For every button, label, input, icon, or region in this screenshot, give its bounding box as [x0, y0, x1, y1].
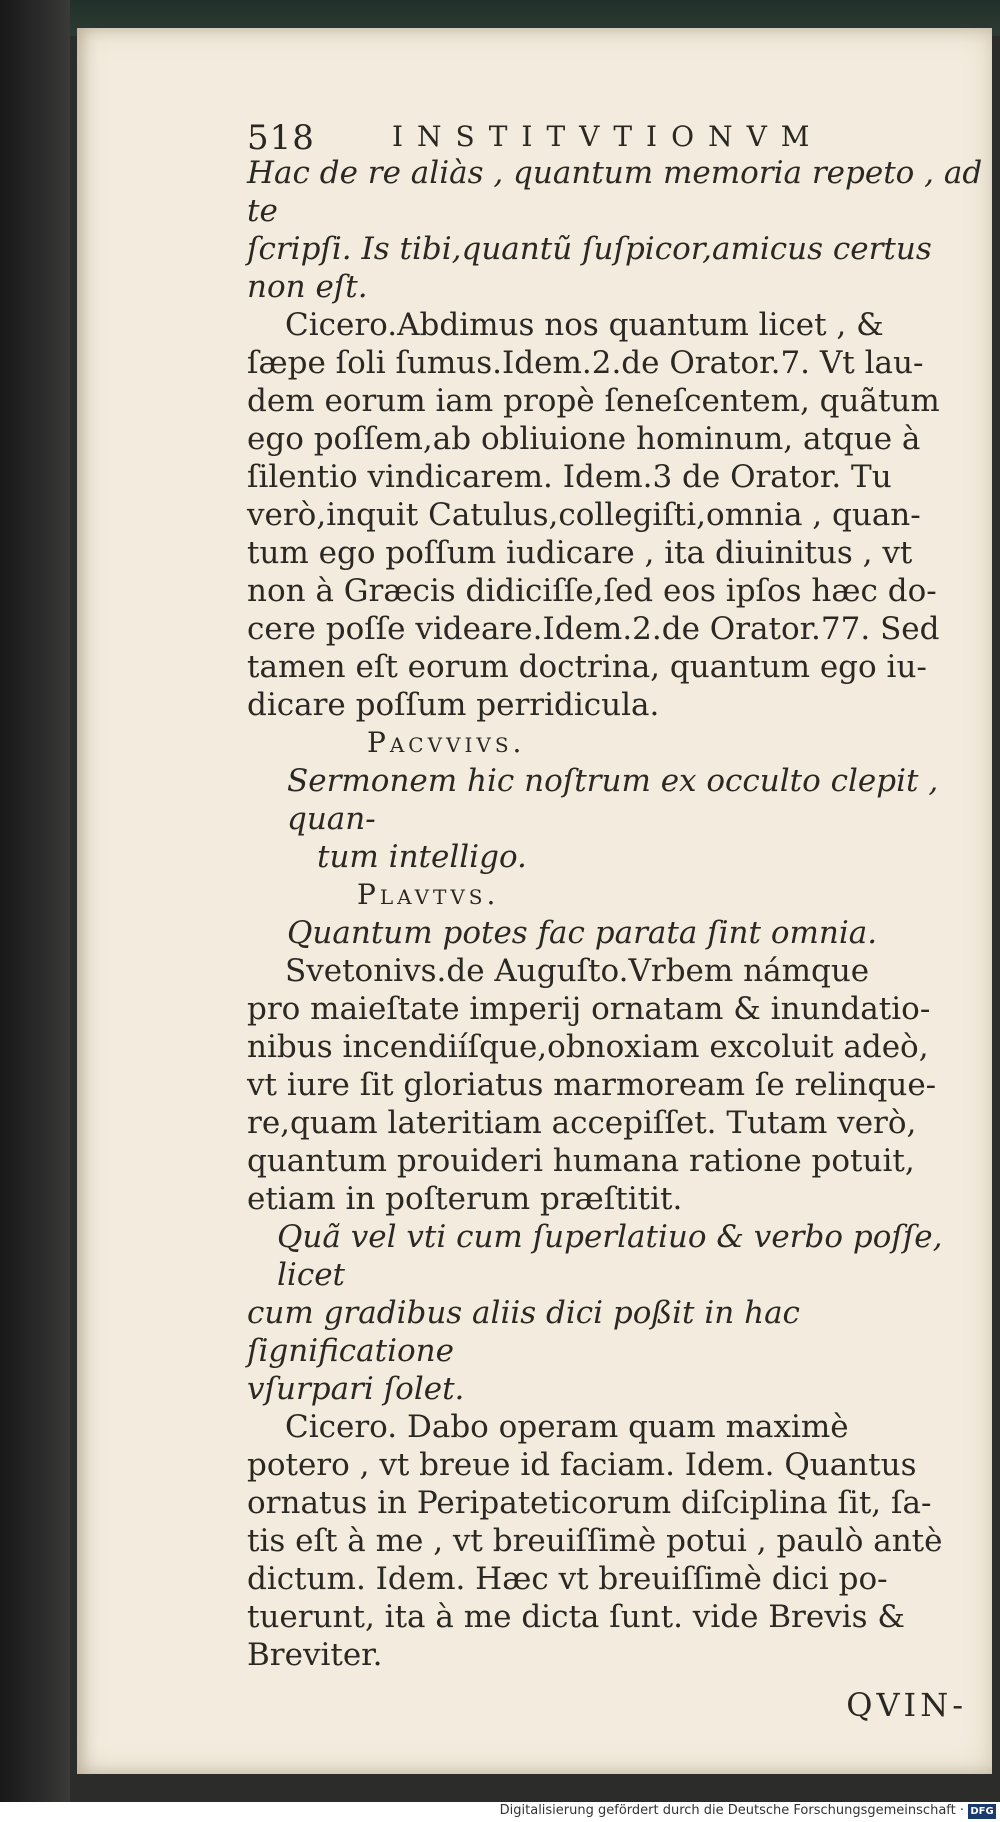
text-line: potero , vt breue id faciam. Idem. Quantus — [247, 1447, 917, 1483]
page-header — [247, 98, 997, 158]
text-line: tis eſt à me , vt breuiſſimè potui , paulò antè — [247, 1523, 943, 1559]
commentary-line: vſurpari ſolet. — [247, 1371, 465, 1407]
text-line: tum ego poſſum iudicare , ita diuinitus , vt — [247, 535, 913, 571]
book-page — [77, 28, 992, 1774]
text-line: Cicero.Abdimus nos quantum licet , & — [285, 307, 884, 343]
text-line: nibus incendiíſque,obnoxiam excoluit adeò, — [247, 1029, 929, 1065]
text-line: ſæpe ſoli ſumus.Idem.2.de Orator.7. Vt lau- — [247, 345, 924, 381]
text-line: dem eorum iam propè ſeneſcentem, quãtum — [247, 383, 940, 419]
quote-line: Quantum potes fac parata ſint omnia. — [287, 915, 878, 951]
text-line: non à Græcis didiciſſe,ſed eos ipſos hæc do- — [247, 573, 937, 609]
text-line: verò,inquit Catulus,collegiſti,omnia , quan- — [247, 497, 921, 533]
text-line: cere poſſe videare.Idem.2.de Orator.77. Sed — [247, 611, 940, 647]
text-line: dicare poſſum perridicula. — [247, 687, 660, 723]
text-line: re,quam lateritiam accepiſſet. Tutam verò, — [247, 1105, 917, 1141]
text-line: etiam in poſterum præſtitit. — [247, 1181, 683, 1217]
text-line: Hac de re aliàs , quantum memoria repeto , ad te — [247, 155, 993, 229]
text-line: tuerunt, ita à me dicta ſunt. vide Brevis & — [247, 1599, 906, 1635]
running-head: INSTITVTIONVM — [392, 120, 824, 153]
text-line: ſcripſi. Is tibi,quantũ ſuſpicor,amicus certus non eſt. — [247, 231, 942, 305]
text-line: ego poſſem,ab obliuione hominum, atque à — [247, 421, 921, 457]
text-line: Breviter. — [247, 1637, 383, 1673]
text-line: dictum. Idem. Hæc vt breuiſſimè dici po- — [247, 1561, 888, 1597]
commentary-line: Quã vel vti cum ſuperlatiuo & verbo poſſe, licet — [277, 1219, 953, 1293]
dfg-logo: DFG — [968, 1804, 996, 1819]
text-line: quantum prouideri humana ratione potuit, — [247, 1143, 915, 1179]
digitization-footer — [0, 1802, 1000, 1822]
text-line: Cicero. Dabo operam quam maximè — [285, 1409, 849, 1445]
text-line: ſilentio vindicarem. Idem.3 de Orator. Tu — [247, 459, 892, 495]
text-line: ornatus in Peripateticorum diſciplina ſit, ſa- — [247, 1485, 932, 1521]
text-line: Svetonivs.de Auguſto.Vrbem námque — [285, 953, 870, 989]
page-number: 518 — [247, 118, 315, 158]
catchword: QVIN- — [846, 1686, 967, 1724]
commentary-line: cum gradibus aliis dici poßit in hac ſignificatione — [247, 1295, 810, 1369]
book-binding — [0, 0, 70, 1802]
funding-credit: Digitalisierung gefördert durch die Deutsche Forschungsgemeinschaft · — [499, 1803, 964, 1818]
text-line: pro maieſtate imperij ornatam & inundatio- — [247, 991, 931, 1027]
page-text-block — [247, 98, 997, 1724]
speaker-heading: Pacvvivs. — [367, 726, 526, 759]
text-line: tamen eſt eorum doctrina, quantum ego iu- — [247, 649, 927, 685]
speaker-heading: Plavtvs. — [357, 878, 500, 911]
text-line: vt iure ſit gloriatus marmoream ſe relinque- — [247, 1067, 937, 1103]
quote-line: Sermonem hic noſtrum ex occulto clepit , quan- — [287, 763, 949, 837]
quote-line: tum intelligo. — [317, 839, 527, 875]
